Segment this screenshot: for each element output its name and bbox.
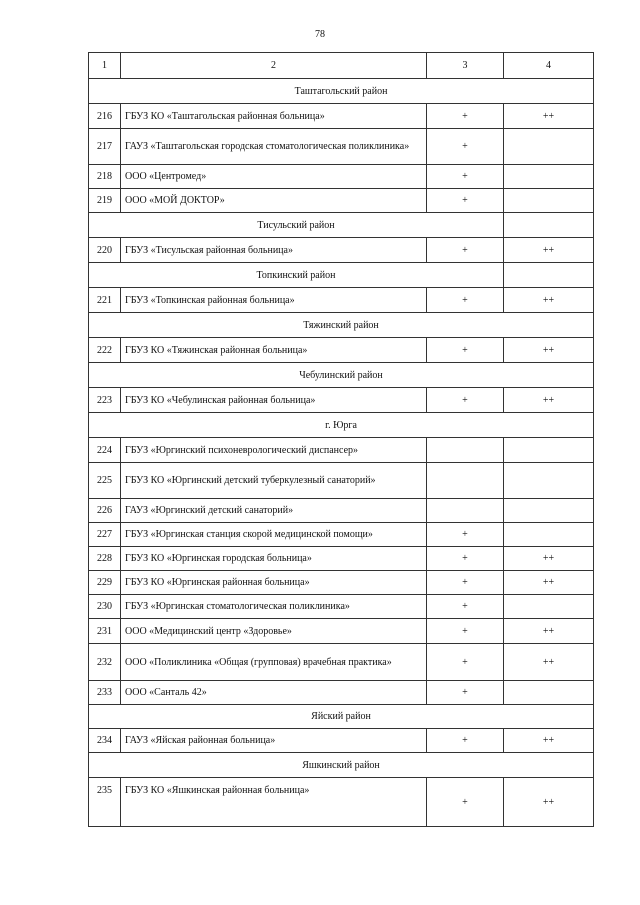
mark-col-4: ++ xyxy=(504,338,594,363)
mark-col-3: + xyxy=(427,388,504,413)
facility-name-cell xyxy=(121,523,427,547)
facility-name: ГАУЗ «Яйская районная больница» xyxy=(125,735,276,746)
mark-col-3: + xyxy=(427,104,504,129)
facility-name: ООО «Медицинский центр «Здоровье» xyxy=(125,625,292,637)
table-row xyxy=(89,338,594,363)
mark-col-3: + xyxy=(427,189,504,213)
facility-name-cell xyxy=(121,619,427,644)
mark-col-4 xyxy=(504,523,594,547)
facility-name: ГБУЗ КО «Таштагольская районная больница» xyxy=(125,110,325,122)
mark-col-4: ++ xyxy=(504,778,594,827)
empty-cell xyxy=(504,263,594,288)
region-title: Таштагольский район xyxy=(89,79,594,104)
header-cell-4: 4 xyxy=(504,53,594,79)
mark-col-3: + xyxy=(427,571,504,595)
table-row xyxy=(89,189,594,213)
mark-col-3: + xyxy=(427,338,504,363)
mark-col-4 xyxy=(504,681,594,705)
facility-name-cell xyxy=(121,129,427,165)
facilities-table xyxy=(88,52,594,827)
region-row xyxy=(89,705,594,729)
region-row xyxy=(89,413,594,438)
row-number: 226 xyxy=(89,499,121,523)
table-row xyxy=(89,165,594,189)
table-row xyxy=(89,104,594,129)
mark-col-3: + xyxy=(427,619,504,644)
empty-cell xyxy=(504,213,594,238)
table-row xyxy=(89,388,594,413)
table-row xyxy=(89,547,594,571)
facility-name: ГБУЗ «Юргинская стоматологическая поликлиника» xyxy=(125,601,350,612)
facility-name: ГБУЗ КО «Яшкинская районная больница» xyxy=(125,785,310,796)
row-number: 230 xyxy=(89,595,121,619)
row-number: 235 xyxy=(89,778,121,827)
table-row xyxy=(89,571,594,595)
mark-col-4: ++ xyxy=(504,619,594,644)
row-number: 224 xyxy=(89,438,121,463)
facility-name: ГАУЗ «Юргинский детский санаторий» xyxy=(125,505,294,516)
facility-name: ООО «Центромед» xyxy=(125,171,207,182)
mark-col-4: ++ xyxy=(504,547,594,571)
facility-name: ГБУЗ КО «Юргинская районная больница» xyxy=(125,577,310,588)
region-title: Тяжинский район xyxy=(89,313,594,338)
facility-name-cell xyxy=(121,104,427,129)
row-number: 234 xyxy=(89,729,121,753)
row-number: 219 xyxy=(89,189,121,213)
header-cell-1: 1 xyxy=(89,53,121,79)
mark-col-3: + xyxy=(427,165,504,189)
mark-col-4: ++ xyxy=(504,729,594,753)
header-cell-2: 2 xyxy=(121,53,427,79)
facility-name-cell xyxy=(121,571,427,595)
facility-name-cell xyxy=(121,388,427,413)
facility-name: ГБУЗ КО «Чебулинская районная больница» xyxy=(125,394,316,406)
mark-col-3 xyxy=(427,438,504,463)
mark-col-3: + xyxy=(427,238,504,263)
facility-name: ГБУЗ «Юргинская станция скорой медицинской помощи» xyxy=(125,529,373,540)
region-title: Топкинский район xyxy=(89,263,504,288)
table-row xyxy=(89,463,594,499)
table-row xyxy=(89,129,594,165)
row-number: 221 xyxy=(89,288,121,313)
row-number: 217 xyxy=(89,129,121,165)
mark-col-4 xyxy=(504,189,594,213)
table-row xyxy=(89,644,594,681)
facility-name-cell xyxy=(121,338,427,363)
mark-col-3: + xyxy=(427,129,504,165)
row-number: 231 xyxy=(89,619,121,644)
mark-col-3 xyxy=(427,463,504,499)
facility-name: ГАУЗ «Таштагольская городская стоматологическая поликлиника» xyxy=(125,141,410,152)
row-number: 233 xyxy=(89,681,121,705)
mark-col-3: + xyxy=(427,644,504,681)
mark-col-4: ++ xyxy=(504,288,594,313)
mark-col-4 xyxy=(504,438,594,463)
mark-col-4: ++ xyxy=(504,571,594,595)
facility-name: ООО «Поликлиника «Общая (групповая) врачебная практика» xyxy=(125,656,392,668)
facility-name: ГБУЗ «Юргинский психоневрологический диспансер» xyxy=(125,444,359,456)
region-row xyxy=(89,213,594,238)
mark-col-3: + xyxy=(427,729,504,753)
facility-name-cell xyxy=(121,238,427,263)
facility-name-cell xyxy=(121,595,427,619)
mark-col-4 xyxy=(504,129,594,165)
mark-col-4: ++ xyxy=(504,104,594,129)
row-number: 218 xyxy=(89,165,121,189)
table-header-row xyxy=(89,53,594,79)
table-row xyxy=(89,681,594,705)
mark-col-3: + xyxy=(427,547,504,571)
table-row xyxy=(89,523,594,547)
table-row xyxy=(89,729,594,753)
table-row xyxy=(89,619,594,644)
facility-name-cell xyxy=(121,778,427,827)
page-number: 78 xyxy=(315,29,325,40)
row-number: 228 xyxy=(89,547,121,571)
mark-col-4 xyxy=(504,499,594,523)
region-row xyxy=(89,363,594,388)
row-number: 225 xyxy=(89,463,121,499)
table-row xyxy=(89,595,594,619)
mark-col-4: ++ xyxy=(504,644,594,681)
row-number: 229 xyxy=(89,571,121,595)
mark-col-4 xyxy=(504,595,594,619)
facility-name: ГБУЗ «Тисульская районная больница» xyxy=(125,244,293,256)
mark-col-3: + xyxy=(427,595,504,619)
facility-name-cell xyxy=(121,288,427,313)
region-row xyxy=(89,313,594,338)
facility-name-cell xyxy=(121,463,427,499)
facility-name: ГБУЗ КО «Тяжинская районная больница» xyxy=(125,344,308,356)
region-row xyxy=(89,263,594,288)
facility-name: ООО «МОЙ ДОКТОР» xyxy=(125,195,225,206)
mark-col-3: + xyxy=(427,681,504,705)
table-row xyxy=(89,438,594,463)
facility-name-cell xyxy=(121,165,427,189)
facility-name: ООО «Санталь 42» xyxy=(125,687,207,698)
row-number: 222 xyxy=(89,338,121,363)
facility-name-cell xyxy=(121,644,427,681)
region-title: г. Юрга xyxy=(89,413,594,438)
row-number: 227 xyxy=(89,523,121,547)
mark-col-4 xyxy=(504,463,594,499)
facility-name-cell xyxy=(121,547,427,571)
table-row xyxy=(89,778,594,827)
facility-name-cell xyxy=(121,681,427,705)
facility-name-cell xyxy=(121,438,427,463)
table-row xyxy=(89,499,594,523)
table-row xyxy=(89,238,594,263)
region-title: Яйский район xyxy=(89,705,594,729)
facility-name: ГБУЗ «Топкинская районная больница» xyxy=(125,294,295,306)
facility-name-cell xyxy=(121,189,427,213)
facility-name-cell xyxy=(121,499,427,523)
row-number: 216 xyxy=(89,104,121,129)
table-row xyxy=(89,288,594,313)
region-row xyxy=(89,79,594,104)
mark-col-3: + xyxy=(427,288,504,313)
facility-name-cell xyxy=(121,729,427,753)
mark-col-3 xyxy=(427,499,504,523)
header-cell-3: 3 xyxy=(427,53,504,79)
facility-name: ГБУЗ КО «Юргинская городская больница» xyxy=(125,553,312,564)
row-number: 223 xyxy=(89,388,121,413)
row-number: 232 xyxy=(89,644,121,681)
mark-col-3: + xyxy=(427,523,504,547)
mark-col-4: ++ xyxy=(504,388,594,413)
facility-name: ГБУЗ КО «Юргинский детский туберкулезный санаторий» xyxy=(125,475,376,486)
region-row xyxy=(89,753,594,778)
mark-col-3: + xyxy=(427,778,504,827)
mark-col-4 xyxy=(504,165,594,189)
region-title: Чебулинский район xyxy=(89,363,594,388)
row-number: 220 xyxy=(89,238,121,263)
region-title: Яшкинский район xyxy=(89,753,594,778)
mark-col-4: ++ xyxy=(504,238,594,263)
region-title: Тисульский район xyxy=(89,213,504,238)
